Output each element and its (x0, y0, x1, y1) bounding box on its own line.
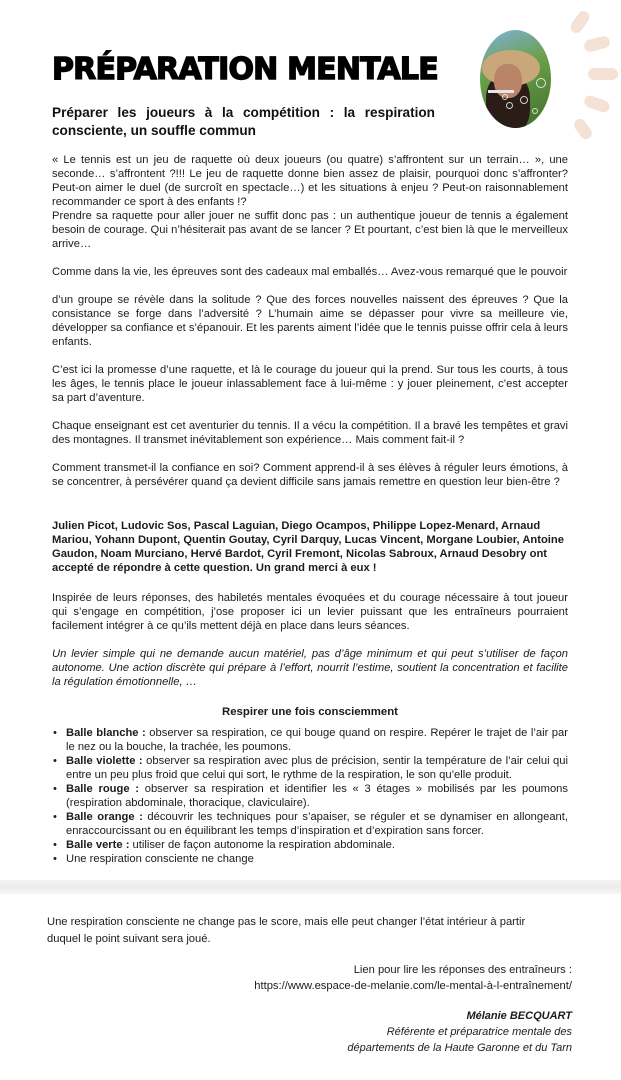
conclusion-text: Une respiration consciente ne change pas le score, mais elle peut changer l’état intérieur à partir duquel le point suivant sera joué. (47, 916, 526, 945)
paragraph-epreuves: d’un groupe se révèle dans la solitude ? Que des forces nouvelles naissent des épreuves ? Que la consistance se forge dans l’adversité ? L’humain aime se dépasser pour vivre sa meilleure vie, développer sa confiance et s’épanouir. Et les parents aiment l’idée que le tennis puisse offrir cela à leurs enfants. (52, 294, 568, 348)
paragraph-levier: Un levier simple qui ne demande aucun matériel, pas d’âge minimum et qui peut s’utiliser de façon autonome. Une action discrète qui prépare à l’effort, nourrit l’estime, soutient la concentration et facilite la régulation émotionnelle, … (52, 648, 568, 688)
list-item-truncated: • Une respiration consciente ne change (52, 852, 568, 866)
paragraph-contributors: Julien Picot, Ludovic Sos, Pascal Laguian, Diego Ocampos, Philippe Lopez-Menard, Arnaud Mariou, Yohann Dupont, Quentin Goutay, Cyril Darquy, Lucas Vincent, Morgane Loubier, Antoine Gaudon, Noam Murciano, Hervé Bardot, Cyril Fremont, Nicolas Sabroux, Arnaud Desobry ont accepté de répondre à cette question. Un grand merci à eux ! (52, 520, 564, 574)
decorative-ray (572, 117, 594, 142)
paragraph-enseignant: Chaque enseignant est cet aventurier du tennis. Il a vécu la compétition. Il a bravé les tempêtes et gravi des montagnes. Il transmet inévitablement son expérience… Mais comment fait-il ? (52, 420, 568, 446)
decorative-ray (568, 9, 592, 36)
list-item-balle-rouge: • Balle rouge : observer sa respiration et identifier les « 3 étages » mobilisés par les poumons (respiration abdominale, thoracique, claviculaire). (52, 782, 568, 810)
author-portrait-photo (480, 30, 551, 128)
page-break-divider (0, 880, 621, 894)
decorative-ray (583, 35, 611, 53)
coach-answers-link[interactable]: https://www.espace-de-melanie.com/le-mental-à-l-entraînement/ (254, 980, 572, 992)
section-heading: Respirer une fois consciemment (222, 706, 398, 718)
document-page-2 (0, 894, 621, 1080)
author-role-line1: Référente et préparatrice mentale des (386, 1026, 572, 1038)
link-label: Lien pour lire les réponses des entraîneurs : (353, 964, 572, 976)
list-item-balle-blanche: • Balle blanche : observer sa respiration, ce qui bouge quand on respire. Repérer le trajet de l’air par le nez ou la bouche, la trachée, les poumons. (52, 726, 568, 754)
list-item-balle-orange: • Balle orange : découvrir les techniques pour s’apaiser, se réguler et se dynamiser en allongeant, enraccourcissant ou en équilibrant les temps d’inspiration et d’expiration sans forcer. (52, 810, 568, 838)
decorative-ray (583, 94, 612, 114)
page-subtitle: Préparer les joueurs à la compétition : la respiration consciente, un souffle commun (52, 105, 435, 138)
paragraph-courage: Prendre sa raquette pour aller jouer ne suffit donc pas : un authentique joueur de tennis a également besoin de courage. Qui n’hésiterait pas avant de se lancer ? Et pourtant, c’est bien là que le merveilleux arrive… (52, 210, 568, 250)
author-role-line2: départements de la Haute Garonne et du Tarn (347, 1042, 572, 1054)
paragraph-intro: « Le tennis est un jeu de raquette où deux joueurs (ou quatre) s’affrontent sur un terrain… », une seconde… s’affrontent ?!!! Le jeu de raquette donne bien assez de plaisir, pourquoi donc s’affronter? Peut-on aimer le duel (de surcroît en spectacle…) et les situations à enjeu ? Peut-on raisonnablement recommander ce sport à des enfants !? (52, 154, 568, 208)
paragraph-questions: Comment transmet-il la confiance en soi? Comment apprend-il à ses élèves à réguler leurs émotions, à se concentrer, à persévérer quand ça devient difficile sans jamais remettre en question leur bien-être ? (52, 462, 568, 488)
decorative-ray (588, 68, 618, 80)
paragraph-epreuves-line1: Comme dans la vie, les épreuves sont des cadeaux mal emballés… Avez-vous remarqué que le pouvoir (52, 266, 568, 278)
breathing-levels-list (52, 726, 568, 866)
paragraph-promesse: C’est ici la promesse d’une raquette, et là le courage du joueur qui la prend. Sur tous les courts, à tous les âges, le tennis place le joueur inlassablement face à lui-même : y jouer pleinement, c’est accepter sa part d’aventure. (52, 364, 568, 404)
list-item-balle-verte: • Balle verte : utiliser de façon autonome la respiration abdominale. (52, 838, 568, 852)
paragraph-inspiration: Inspirée de leurs réponses, des habiletés mentales évoquées et du courage nécessaire à tout joueur qui s’engage en compétition, j’ose proposer ici un levier puissant que les entraîneurs pourraient facilement intégrer à ce qu’ils mettent déjà en place dans leurs séances. (52, 592, 568, 632)
list-item-balle-violette: • Balle violette : observer sa respiration avec plus de précision, sentir la température de l’air celui qui entre un peu plus froid que celui qui sort, le rythme de la respiration, le son qu’elle produit. (52, 754, 568, 782)
author-name: Mélanie BECQUART (466, 1010, 572, 1022)
page-title: PRÉPARATION MENTALE (52, 52, 438, 87)
